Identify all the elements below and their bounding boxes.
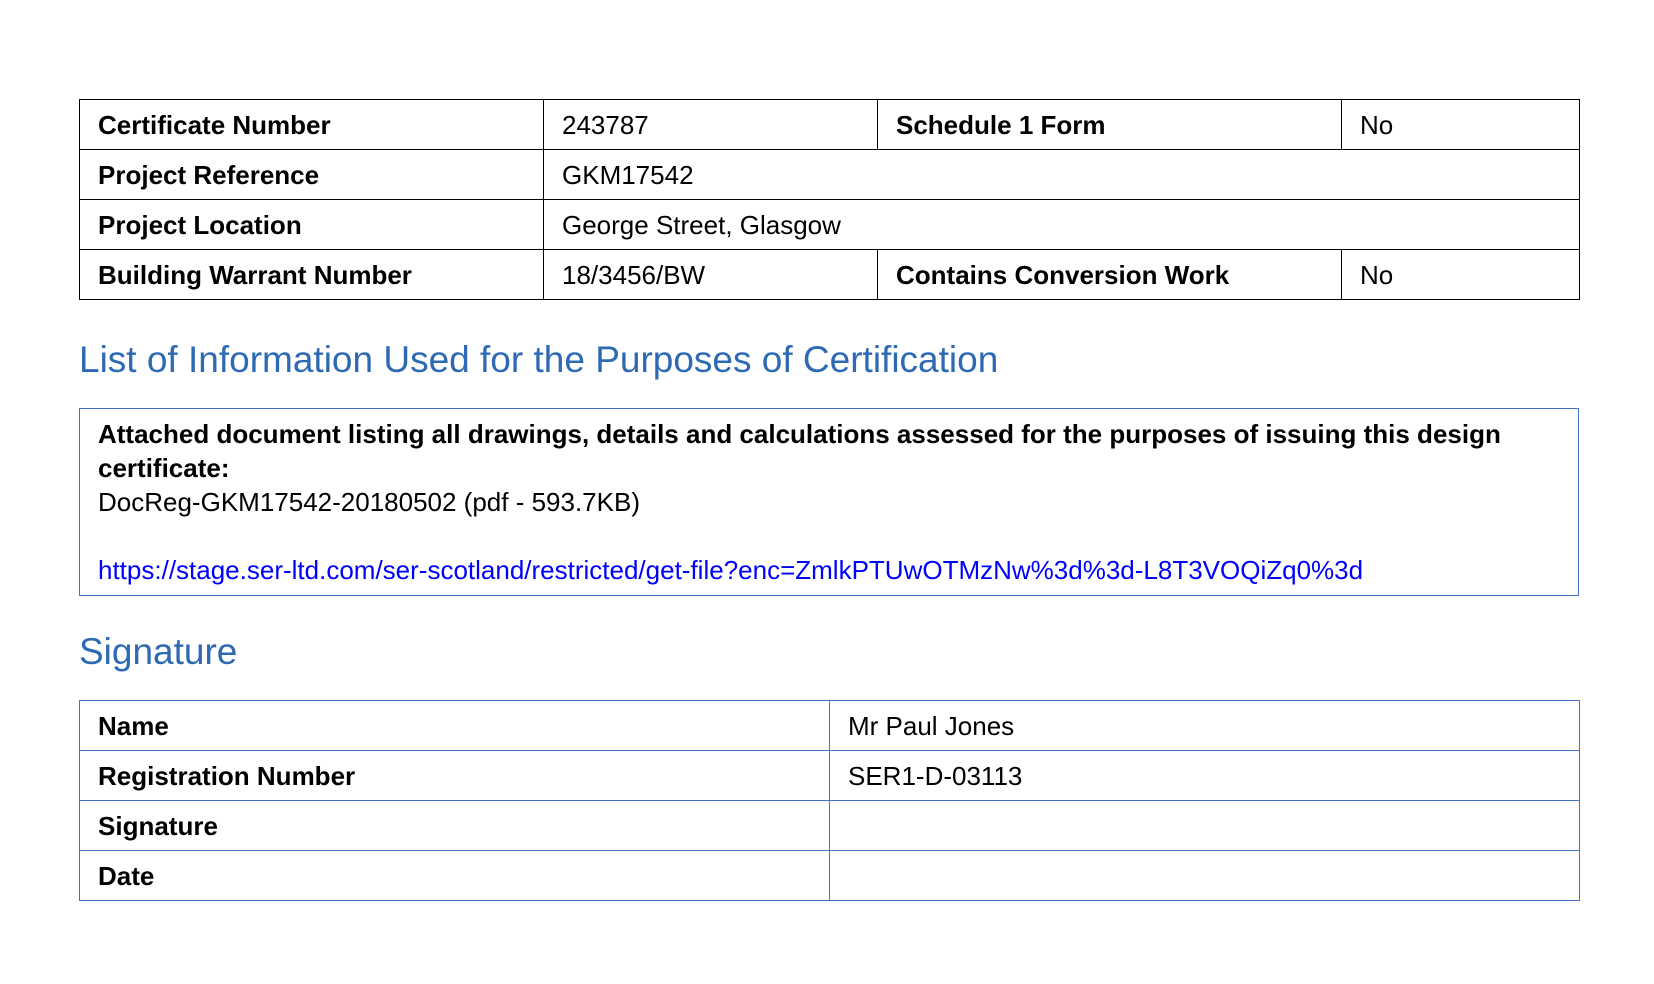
table-row: [80, 150, 1580, 200]
table-row: [80, 751, 1580, 801]
information-box: [79, 408, 1579, 596]
name-label: Name: [80, 701, 830, 751]
signature-label: Signature: [80, 801, 830, 851]
signature-table: [79, 700, 1580, 901]
registration-number-value: SER1-D-03113: [830, 751, 1580, 801]
project-location-value: George Street, Glasgow: [544, 200, 1580, 250]
information-heading: List of Information Used for the Purposes of Certification: [79, 339, 999, 380]
date-value: [830, 851, 1580, 901]
name-value: Mr Paul Jones: [830, 701, 1580, 751]
project-reference-value: GKM17542: [544, 150, 1580, 200]
document-name: DocReg-GKM17542-20180502 (pdf - 593.7KB): [98, 487, 640, 517]
conversion-work-label: Contains Conversion Work: [878, 250, 1342, 300]
table-row: [80, 250, 1580, 300]
building-warrant-label: Building Warrant Number: [80, 250, 544, 300]
information-intro: Attached document listing all drawings, details and calculations assessed for the purposes of issuing this design certificate:: [98, 419, 1501, 483]
date-label: Date: [80, 851, 830, 901]
table-row: [80, 851, 1580, 901]
certificate-number-value: 243787: [544, 100, 878, 150]
signature-heading: Signature: [79, 631, 238, 672]
project-location-label: Project Location: [80, 200, 544, 250]
conversion-work-value: No: [1342, 250, 1580, 300]
project-details-table: [79, 99, 1580, 300]
certificate-number-label: Certificate Number: [80, 100, 544, 150]
signature-value: [830, 801, 1580, 851]
schedule-form-label: Schedule 1 Form: [878, 100, 1342, 150]
building-warrant-value: 18/3456/BW: [544, 250, 878, 300]
schedule-form-value: No: [1342, 100, 1580, 150]
table-row: [80, 200, 1580, 250]
certificate-page: [79, 99, 1579, 901]
table-row: [80, 801, 1580, 851]
document-link[interactable]: https://stage.ser-ltd.com/ser-scotland/restricted/get-file?enc=ZmlkPTUwOTMzNw%3d%3d-L8T3VOQiZq0%3d: [98, 555, 1364, 585]
table-row: [80, 100, 1580, 150]
registration-number-label: Registration Number: [80, 751, 830, 801]
project-reference-label: Project Reference: [80, 150, 544, 200]
table-row: [80, 701, 1580, 751]
